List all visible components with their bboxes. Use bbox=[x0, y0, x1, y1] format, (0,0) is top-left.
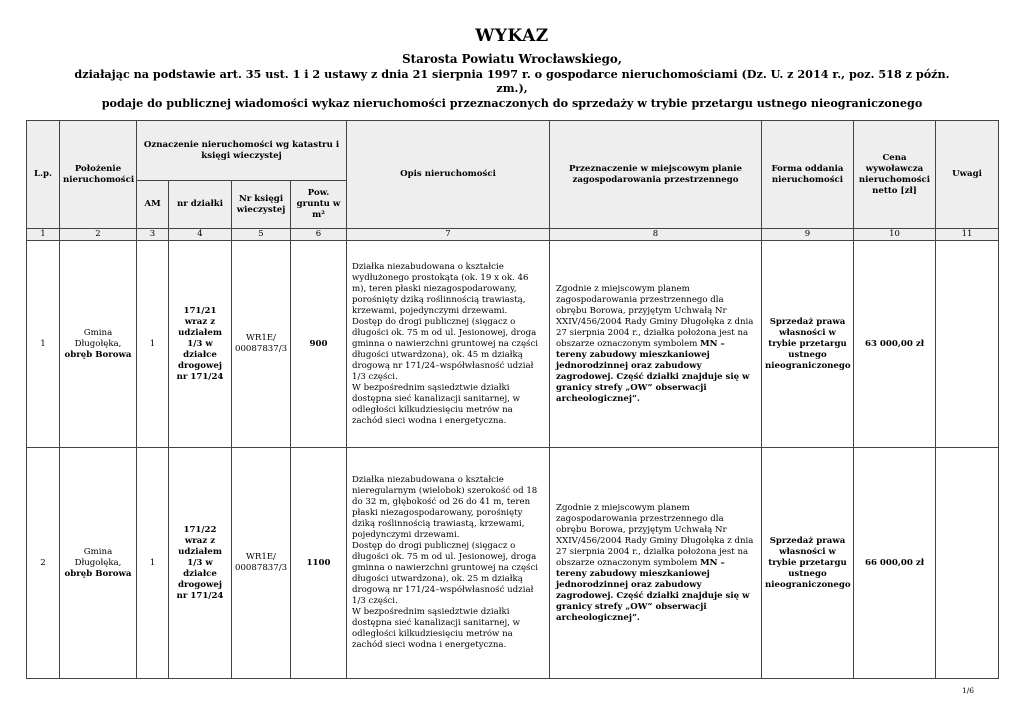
column-number: 2 bbox=[60, 229, 137, 241]
cell-lp: 1 bbox=[27, 241, 60, 448]
cell-cena: 66 000,00 zł bbox=[854, 448, 936, 679]
column-number: 9 bbox=[762, 229, 854, 241]
header-oznaczenie: Oznaczenie nieruchomości wg katastru i księgi wieczystej bbox=[137, 121, 347, 181]
cell-gmina: Gmina Długołęka, bbox=[74, 546, 122, 568]
column-number: 3 bbox=[137, 229, 169, 241]
cell-polozenie bbox=[60, 241, 137, 448]
column-number: 7 bbox=[347, 229, 550, 241]
cell-am: 1 bbox=[137, 241, 169, 448]
cell-dzialka: 171/21 wraz z udziałem 1/3 w działce drogowej nr 171/24 bbox=[169, 241, 232, 448]
header-polozenie: Położenie nieruchomości bbox=[60, 121, 137, 229]
header-lp: L.p. bbox=[27, 121, 60, 229]
page-number: 1/6 bbox=[962, 686, 975, 695]
cell-opis bbox=[347, 448, 550, 679]
header-line-2: działając na podstawie art. 35 ust. 1 i 2 ustawy z dnia 21 sierpnia 1997 r. o gospodarce nieruchomościami (Dz. U. z 2014 r., poz. 518 z późn. zm.), bbox=[74, 66, 950, 95]
cell-forma: Sprzedaż prawa własności w trybie przetargu ustnego nieograniczonego bbox=[762, 241, 854, 448]
cell-obreb: obręb Borowa bbox=[64, 568, 132, 579]
column-number: 4 bbox=[169, 229, 232, 241]
opis-paragraph: Działka niezabudowana o kształcie nieregularnym (wielobok) szerokość od 18 do 32 m, głębokość od 26 do 41 m, teren płaski niezagospodarowany, porośnięty dziką roślinnością trawiastą, krzewami, pojedynczymi drzewami. bbox=[352, 475, 538, 540]
cell-am: 1 bbox=[137, 448, 169, 679]
column-number: 10 bbox=[854, 229, 936, 241]
cell-ksiega: WR1E/ 00087837/3 bbox=[232, 448, 291, 679]
header-cena: Cena wywoławcza nieruchomości netto [zł] bbox=[854, 121, 936, 229]
plan-symbol-text: MN – tereny zabudowy mieszkaniowej jednorodzinnej oraz zabudowy zagrodowej. Część działki znajduje się w granicy strefy „OW” obserwacji archeologicznej”. bbox=[556, 338, 750, 404]
plan-symbol-text: MN – tereny zabudowy mieszkaniowej jednorodzinnej oraz zabudowy zagrodowej. Część działki znajduje się w granicy strefy „OW” obserwacji archeologicznej”. bbox=[556, 557, 750, 623]
header-nr-ksiegi: Nr księgi wieczystej bbox=[232, 181, 291, 229]
header-opis: Opis nieruchomości bbox=[347, 121, 550, 229]
cell-gmina: Gmina Długołęka, bbox=[74, 327, 122, 349]
header-forma: Forma oddania nieruchomości bbox=[762, 121, 854, 229]
document-title: WYKAZ bbox=[475, 26, 549, 46]
cell-pow: 1100 bbox=[291, 448, 347, 679]
opis-paragraph: Dostęp do drogi publicznej (sięgacz o długości ok. 75 m od ul. Jesionowej, droga gminna o nawierzchni gruntowej na części długości utwardzona), ok. 45 m działką drogową nr 171/24–współwłasność udział 1/3 części. bbox=[352, 316, 539, 382]
cell-obreb: obręb Borowa bbox=[64, 349, 132, 360]
header-przeznaczenie: Przeznaczenie w miejscowym planie zagospodarowania przestrzennego bbox=[550, 121, 762, 229]
plan-text: Zgodnie z miejscowym planem zagospodarowania przestrzennego dla obrębu Borowa, przyjętym Uchwałą Nr XXIV/456/2004 Rady Gminy Długołęka z dnia 27 sierpnia 2004 r., działka położona jest na obszarze oznaczonym symbolem bbox=[556, 502, 754, 568]
cell-uwagi bbox=[936, 241, 999, 448]
cell-forma: Sprzedaż prawa własności w trybie przetargu ustnego nieograniczonego bbox=[762, 448, 854, 679]
column-number: 11 bbox=[936, 229, 999, 241]
table-row bbox=[27, 241, 999, 448]
column-number: 8 bbox=[550, 229, 762, 241]
column-number: 1 bbox=[27, 229, 60, 241]
cell-opis bbox=[347, 241, 550, 448]
opis-paragraph: Działka niezabudowana o kształcie wydłużonego prostokąta (ok. 19 x ok. 46 m), teren płaski niezagospodarowany, porośnięty dziką roślinnością trawiastą, krzewami, pojedynczymi drzewami. bbox=[352, 261, 529, 316]
cell-przeznaczenie bbox=[550, 241, 762, 448]
cell-dzialka: 171/22 wraz z udziałem 1/3 w działce drogowej nr 171/24 bbox=[169, 448, 232, 679]
cell-cena: 63 000,00 zł bbox=[854, 241, 936, 448]
header-pow: Pow. gruntu w m² bbox=[291, 181, 347, 229]
column-number: 5 bbox=[232, 229, 291, 241]
cell-polozenie bbox=[60, 448, 137, 679]
column-number-row bbox=[27, 229, 999, 241]
cell-ksiega: WR1E/ 00087837/3 bbox=[232, 241, 291, 448]
column-number: 6 bbox=[291, 229, 347, 241]
cell-uwagi bbox=[936, 448, 999, 679]
header-line-3: podaje do publicznej wiadomości wykaz nieruchomości przeznaczonych do sprzedaży w trybie przetargu ustnego nieograniczonego bbox=[101, 95, 923, 110]
table-row bbox=[27, 448, 999, 679]
header-uwagi: Uwagi bbox=[936, 121, 999, 229]
cell-przeznaczenie bbox=[550, 448, 762, 679]
plan-text: Zgodnie z miejscowym planem zagospodarowania przestrzennego dla obrębu Borowa, przyjętym Uchwałą Nr XXIV/456/2004 Rady Gminy Długołęka z dnia 27 sierpnia 2004 r., działka położona jest na obszarze oznaczonym symbolem bbox=[556, 283, 754, 349]
header-line-1: Starosta Powiatu Wrocławskiego, bbox=[402, 52, 622, 66]
opis-paragraph: Dostęp do drogi publicznej (sięgacz o długości ok. 75 m od ul. Jesionowej, droga gminna o nawierzchni gruntowej na części długości utwardzona), ok. 25 m działką drogową nr 171/24–współwłasność udział 1/3 części. bbox=[352, 541, 539, 606]
cell-pow: 900 bbox=[291, 241, 347, 448]
opis-paragraph: W bezpośrednim sąsiedztwie działki dostępna sieć kanalizacji sanitarnej, w odległości kilkudziesięciu metrów na zachód sieci wodna i energetyczna. bbox=[352, 382, 521, 426]
cell-lp: 2 bbox=[27, 448, 60, 679]
property-table bbox=[26, 120, 999, 679]
document-header bbox=[60, 52, 964, 110]
header-am: AM bbox=[137, 181, 169, 229]
opis-paragraph: W bezpośrednim sąsiedztwie działki dostępna sieć kanalizacji sanitarnej, w odległości kilkudziesięciu metrów na zachód sieci wodna i energetyczna. bbox=[352, 607, 521, 650]
header-nr-dzialki: nr działki bbox=[169, 181, 232, 229]
